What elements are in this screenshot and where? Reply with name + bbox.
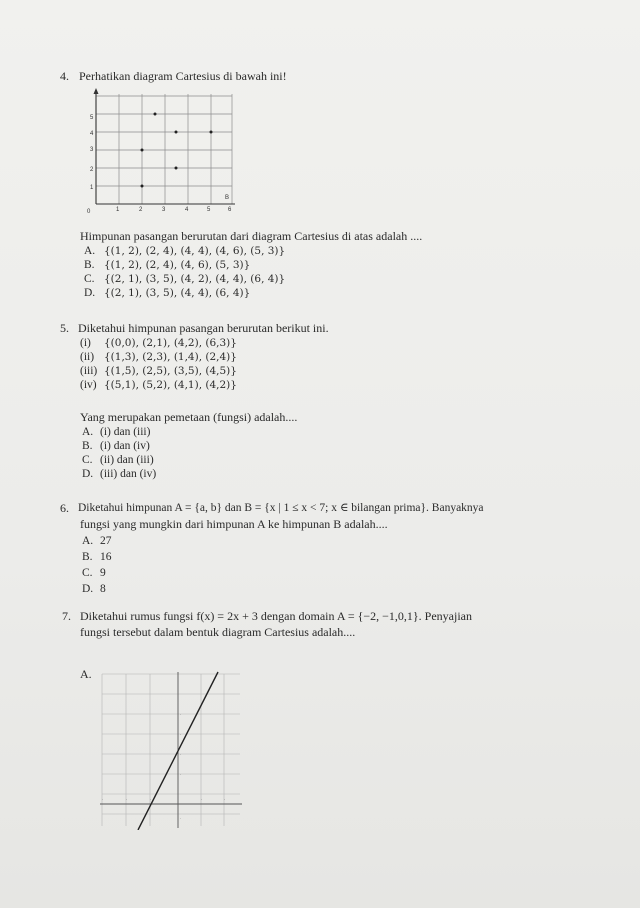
q4-number: 4. xyxy=(60,69,69,83)
q5-set-iv-label: (iv) xyxy=(80,379,97,391)
q4-point xyxy=(175,131,178,134)
q4-point xyxy=(210,131,213,134)
q6-option-c-text: 9 xyxy=(100,567,106,579)
q4-option-d-label: D. xyxy=(84,287,96,299)
q7-ticks xyxy=(102,712,225,821)
q4-x-tick: 6 xyxy=(228,207,232,213)
q4-x-tick: 4 xyxy=(185,207,189,213)
q6-option-d-text: 8 xyxy=(100,583,106,595)
q5-option-a-label: A. xyxy=(82,426,94,438)
q5-question: Yang merupakan pemetaan (fungsi) adalah.... xyxy=(80,410,298,424)
q5-option-b-label: B. xyxy=(82,440,93,452)
q7-line1: Diketahui rumus fungsi f(x) = 2x + 3 dengan domain A = {−2, −1,0,1}. Penyajian xyxy=(80,609,472,623)
q4-x-tick: 1 xyxy=(116,207,120,213)
q7-line2: fungsi tersebut dalam bentuk diagram Cartesius adalah.... xyxy=(80,625,356,639)
y-axis-arrow-icon xyxy=(94,88,99,94)
q5-set-iv-text: {(5,1), (5,2), (4,1), (4,2)} xyxy=(104,379,237,391)
q6-number: 6. xyxy=(60,501,69,515)
q4-x-tick: 5 xyxy=(207,207,211,213)
q4-prompt: Perhatikan diagram Cartesius di bawah ini! xyxy=(79,69,287,83)
q7-tick: · xyxy=(180,816,182,821)
q7-tick: · xyxy=(126,797,128,802)
q4-y-tick: 2 xyxy=(90,167,94,173)
q4-axes xyxy=(96,90,235,204)
q7-tick: · xyxy=(102,797,104,802)
q5-option-d-label: D. xyxy=(82,468,94,480)
q4-option-c-text: {(2, 1), (3, 5), (4, 2), (4, 4), (6, 4)} xyxy=(104,273,286,285)
q4-point xyxy=(141,149,144,152)
q4-option-d-text: {(2, 1), (3, 5), (4, 4), (6, 4)} xyxy=(104,287,251,299)
q6-option-b-text: 16 xyxy=(100,551,112,563)
q5-set-iii-text: {(1,5), (2,5), (3,5), (4,5)} xyxy=(104,365,237,377)
q7-option-a-graph xyxy=(96,670,246,830)
q4-y-tick: 1 xyxy=(90,185,94,191)
q4-option-c-label: C. xyxy=(84,273,95,285)
q7-axes xyxy=(100,672,242,828)
q4-option-b-label: B. xyxy=(84,259,95,271)
q4-point xyxy=(141,185,144,188)
q4-axis-end-label: B xyxy=(225,195,230,201)
q7-tick: · xyxy=(180,712,182,717)
q6-line2: fungsi yang mungkin dari himpunan A ke himpunan B adalah.... xyxy=(80,517,388,531)
q4-y-tick: 3 xyxy=(90,147,94,153)
q4-cartesian-graph xyxy=(80,88,240,218)
q6-option-a-label: A. xyxy=(82,535,94,547)
q5-set-ii-text: {(1,3), (2,3), (1,4), (2,4)} xyxy=(104,351,237,363)
q5-option-c-text: (ii) dan (iii) xyxy=(100,454,154,466)
q4-y-tick: 5 xyxy=(90,115,94,121)
q7-tick: · xyxy=(180,772,182,777)
q5-option-a-text: (i) dan (iii) xyxy=(100,426,151,438)
q5-number: 5. xyxy=(60,321,69,335)
q7-option-a-label: A. xyxy=(80,667,92,681)
q4-y-tick: 4 xyxy=(90,131,94,137)
q6-line1: Diketahui himpunan A = {a, b} dan B = {x | 1 ≤ x < 7; x ∈ bilangan prima}. Banyaknya xyxy=(78,502,484,514)
q7-tick: · xyxy=(180,752,182,757)
q7-tick: · xyxy=(201,797,203,802)
q4-x-tick: 2 xyxy=(139,207,143,213)
q4-point xyxy=(175,167,178,170)
q7-tick: · xyxy=(150,797,152,802)
q5-set-i-text: {(0,0), (2,1), (4,2), (6,3)} xyxy=(104,337,237,349)
q5-option-c-label: C. xyxy=(82,454,93,466)
q5-set-ii-label: (ii) xyxy=(80,351,95,363)
q5-option-d-text: (iii) dan (iv) xyxy=(100,468,157,480)
q6-option-a-text: 27 xyxy=(100,535,112,547)
q4-grid xyxy=(96,94,232,204)
q6-option-c-label: C. xyxy=(82,567,93,579)
q4-option-a-label: A. xyxy=(84,245,96,257)
q6-option-d-label: D. xyxy=(82,583,94,595)
q7-grid xyxy=(102,674,240,826)
q5-set-iii-label: (iii) xyxy=(80,365,98,377)
q4-x-tick: 3 xyxy=(162,207,166,213)
q7-tick: · xyxy=(224,797,226,802)
q4-point xyxy=(154,113,157,116)
q4-question: Himpunan pasangan berurutan dari diagram Cartesius di atas adalah .... xyxy=(80,229,423,243)
q4-option-b-text: {(1, 2), (2, 4), (4, 6), (5, 3)} xyxy=(104,259,251,271)
q4-x-tick: 0 xyxy=(87,209,91,215)
q5-set-i-label: (i) xyxy=(80,337,91,349)
q7-number: 7. xyxy=(62,609,71,623)
q7-tick: · xyxy=(180,732,182,737)
q4-option-a-text: {(1, 2), (2, 4), (4, 4), (4, 6), (5, 3)} xyxy=(104,245,286,257)
q5-prompt: Diketahui himpunan pasangan berurutan berikut ini. xyxy=(78,321,329,335)
q6-option-b-label: B. xyxy=(82,551,93,563)
q5-option-b-text: (i) dan (iv) xyxy=(100,440,150,452)
